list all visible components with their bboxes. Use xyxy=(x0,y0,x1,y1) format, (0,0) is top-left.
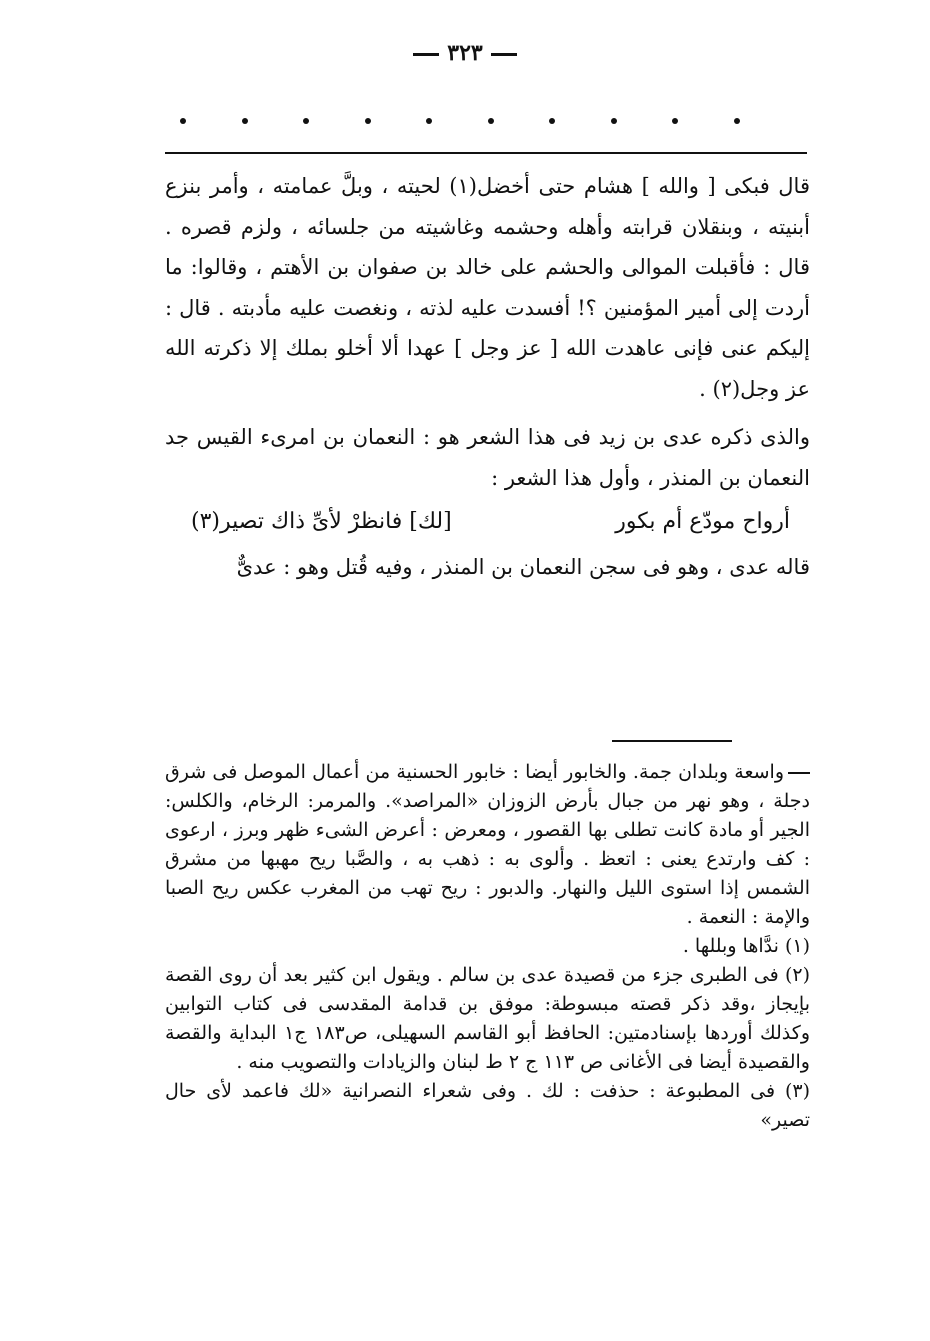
ornament-dot xyxy=(672,118,678,124)
ornament-dot xyxy=(180,118,186,124)
ornament-dot xyxy=(611,118,617,124)
header-rule xyxy=(165,152,807,154)
poem-verse xyxy=(165,502,810,543)
verse-first-hemistich: أرواح مودّع أم بكور xyxy=(615,509,790,534)
main-text xyxy=(165,166,810,587)
footnote-continuation: واسعة وبلدان جمة. والخابور أيضا : خابور الحسنية من أعمال الموصل فى شرق دجلة ، وهو نهر من جبال بأرض الزوزان «المراصد». والمرمر: الرخام، والكلس: الجير أو مادة كانت تطلى بها القصور ، ومعرض : أعرض الشىء ظهر وبرز ، ارعوى : كف وارتدع يعنى : اتعظ . وألوى به : ذهب به ، والصَّبا ريح مهبها من مشرق الشمس إذا استوى الليل والنهار. والدبور : ريح تهب من المغرب عكس ريح الصبا والإمة : النعمة . xyxy=(165,758,810,932)
footnotes xyxy=(165,758,810,1135)
ornament-dot xyxy=(242,118,248,124)
footnote-separator xyxy=(612,740,732,742)
footnote-2: (٢) فى الطبرى جزء من قصيدة عدى بن سالم . ويقول ابن كثير بعد أن روى القصة بإيجاز ،وقد ذكر قصته مبسوطة: موفق بن قدامة المقدسى فى كتاب التوابين وكذلك أوردها بإسنادمتين: الحافظ أبو القاسم السهيلى، ص١٨٣ ج١ البداية والقصة والقصيدة أيضا فى الأغانى ص ١١٣ ج ٢ ط لبنان والزيادات والتصويب منه . xyxy=(165,964,811,1073)
verse-second-hemistich: [لك] فانظرْ لأىِّ ذاك تصير(٣) xyxy=(191,509,452,534)
dot-ornament-row xyxy=(180,118,740,124)
page-number: ٣٢٣ xyxy=(447,40,483,66)
footnote-3: (٣) فى المطبوعة : حذفت : لك . وفى شعراء النصرانية «لك فاعمد لأى حال تصير» xyxy=(165,1080,810,1131)
ornament-dot xyxy=(488,118,494,124)
footnote-1: (١) ندَّاها وبللها . xyxy=(682,935,810,957)
dash-decoration xyxy=(491,53,517,56)
body-paragraph: قاله عدى ، وهو فى سجن النعمان بن المنذر ، وفيه قُتل وهو : عدىٌّ xyxy=(236,554,810,579)
ornament-dot xyxy=(426,118,432,124)
body-paragraph: والذى ذكره عدى بن زيد فى هذا الشعر هو : النعمان بن امرىء القيس جد النعمان بن المنذر ، وأول هذا الشعر : xyxy=(165,425,810,490)
ornament-dot xyxy=(734,118,740,124)
page-number-header xyxy=(0,40,930,66)
body-paragraph: قال فبكى [ والله ] هشام حتى أخضل(١) لحيته ، وبلَّ عمامته ، وأمر بنزع أبنيته ، وبنقلان قرابته وأهله وحشمه وغاشيته من جلسائه ، ولزم قصره . قال : فأقبلت الموالى والحشم على خالد بن صفوان بن الأهتم ، وقالوا: ما أردت إلى أمير المؤمنين ؟! أفسدت عليه لذته ، ونغصت عليه مأدبته . قال : إليكم عنى فإنى عاهدت الله [ عز وجل ] عهدا ألا أخلو بملك إلا ذكرته الله عز وجل(٢) . xyxy=(165,174,810,401)
dash-decoration xyxy=(413,53,439,56)
ornament-dot xyxy=(549,118,555,124)
ornament-dot xyxy=(303,118,309,124)
ornament-dot xyxy=(365,118,371,124)
